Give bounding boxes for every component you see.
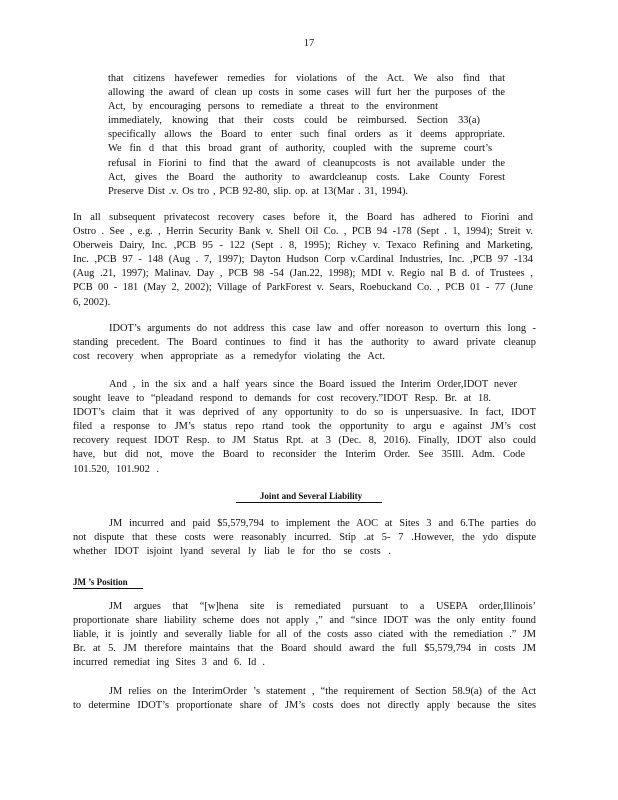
paragraph-line: sought leave to “pleadand respond to demands for cost recovery.”IDOT Resp. Br. at 18. [73, 393, 491, 405]
quote-line: that citizens havefewer remedies for violations of the Act. We also find that [108, 73, 505, 84]
paragraph-jm-argues [73, 600, 536, 670]
paragraph-line: liable, it is jointly and severally liable for all of the costs asso ciated with the remediation .” JM [73, 629, 536, 641]
quote-line: We fin d that this broad grant of authority, coupled with the supreme court’s [108, 143, 492, 155]
paragraph-idot-arguments [73, 322, 536, 364]
section-heading [0, 491, 618, 503]
paragraph-line: have, but did not, move the Board to reconsider the Interim Order. See 35Ill. Adm. Code [73, 449, 525, 461]
paragraph-line: IDOT’s claim that it was deprived of any opportunity to do so is unpersuasive. In fact, IDOT [73, 407, 536, 419]
paragraph-line: to determine IDOT’s proportionate share of JM’s costs does not directly apply because the sites [73, 700, 536, 712]
quote-line: allowing the award of clean up costs in some cases will furt her the purposes of the [108, 87, 505, 99]
paragraph-line: And , in the six and a half years since the Board issued the Interim Order,IDOT never [109, 379, 517, 390]
paragraph-line: cost recovery when appropriate as a remedyfor violating the Act. [73, 351, 385, 363]
paragraph-line: whether IDOT isjoint lyand several ly liab le for tho se costs . [73, 546, 391, 558]
paragraph-line: In all subsequent privatecost recovery cases before it, the Board has adhered to Fiorini and [73, 212, 533, 223]
block-quote [108, 72, 505, 199]
paragraph-line: (Aug .21, 1997); Malinav. Day , PCB 98 -54 (Jan.22, 1998); MDI v. Regio nal B d. of Trustees , [73, 268, 533, 280]
paragraph-line: proportionate share liability scheme does not apply ,” and “since IDOT was the only entity found [73, 615, 536, 627]
subsection-heading-text: JM ’s Position [73, 577, 143, 589]
paragraph-line: Inc. ,PCB 97 - 148 (Aug . 7, 1997); Dayton Hudson Corp v.Cardinal Industries, Inc. ,PCB 97 -134 [73, 254, 533, 266]
paragraph-line: standing precedent. The Board continues to find it has the authority to award private cleanup [73, 337, 536, 349]
quote-line: Act, gives the Board the authority to awardcleanup costs. Lake County Forest [108, 171, 505, 183]
paragraph-subsequent-cases [73, 211, 533, 310]
paragraph-line: JM incurred and paid $5,579,794 to implement the AOC at Sites 3 and 6.The parties do [109, 518, 536, 529]
paragraph-line: PCB 00 - 181 (May 2, 2002); Village of ParkForest v. Sears, Roebuckand Co. , PCB 01 - 77 (June [73, 282, 533, 294]
paragraph-line: JM argues that “[w]hena site is remediated pursuant to a USEPA order,Illinois’ [109, 601, 536, 612]
quote-line: refusal in Fiorini to find that the award of cleanupcosts is not available under the [108, 157, 505, 169]
section-heading-text: Joint and Several Liability [236, 491, 382, 503]
paragraph-line: 101.520, 101.902 . [73, 463, 159, 475]
paragraph-jm-costs [73, 517, 536, 559]
quote-line: Preserve Dist .v. Os tro , PCB 92-80, slip. op. at 13(Mar . 31, 1994). [108, 185, 408, 197]
paragraph-line: IDOT’s arguments do not address this case law and offer noreason to overturn this long - [109, 323, 536, 334]
paragraph-line: filed a response to JM’s status repo rtand took the opportunity to argu e against JM’s cost [73, 421, 536, 433]
paragraph-jm-relies [73, 685, 536, 713]
paragraph-line: not dispute that these costs were reasonably incurred. Stip .at 5- 7 .However, the ydo dispute [73, 532, 536, 544]
paragraph-line: Ostro . See , e.g. , Herrin Security Bank v. Shell Oil Co. , PCB 94 -178 (Sept . 1, 1994); Streit v. [73, 226, 533, 238]
paragraph-line: recovery request IDOT Resp. to JM Status Rpt. at 3 (Dec. 8, 2016). Finally, IDOT also could [73, 435, 536, 447]
quote-line: immediately, knowing that their costs could be reimbursed. Section 33(a) [108, 115, 480, 127]
quote-line: Act, by encouraging persons to remediate a threat to the environment [108, 101, 438, 113]
paragraph-line: incurred remediat ing Sites 3 and 6. Id . [73, 657, 265, 669]
paragraph-interim-order [73, 378, 536, 477]
page-number: 17 [303, 38, 315, 49]
paragraph-line: 6, 2002). [73, 296, 111, 308]
paragraph-line: Br. at 5. JM therefore maintains that the Board should award the full $5,579,794 in costs JM [73, 643, 536, 655]
paragraph-line: Oberweis Dairy, Inc. ,PCB 95 - 122 (Sept . 8, 1995); Richey v. Texaco Refining and Marketing, [73, 240, 533, 252]
subsection-heading [73, 577, 143, 589]
paragraph-line: JM relies on the InterimOrder ’s statement , “the requirement of Section 58.9(a) of the Act [109, 686, 536, 697]
quote-line: specifically allows the Board to enter such final orders as it deems appropriate. [108, 129, 505, 141]
